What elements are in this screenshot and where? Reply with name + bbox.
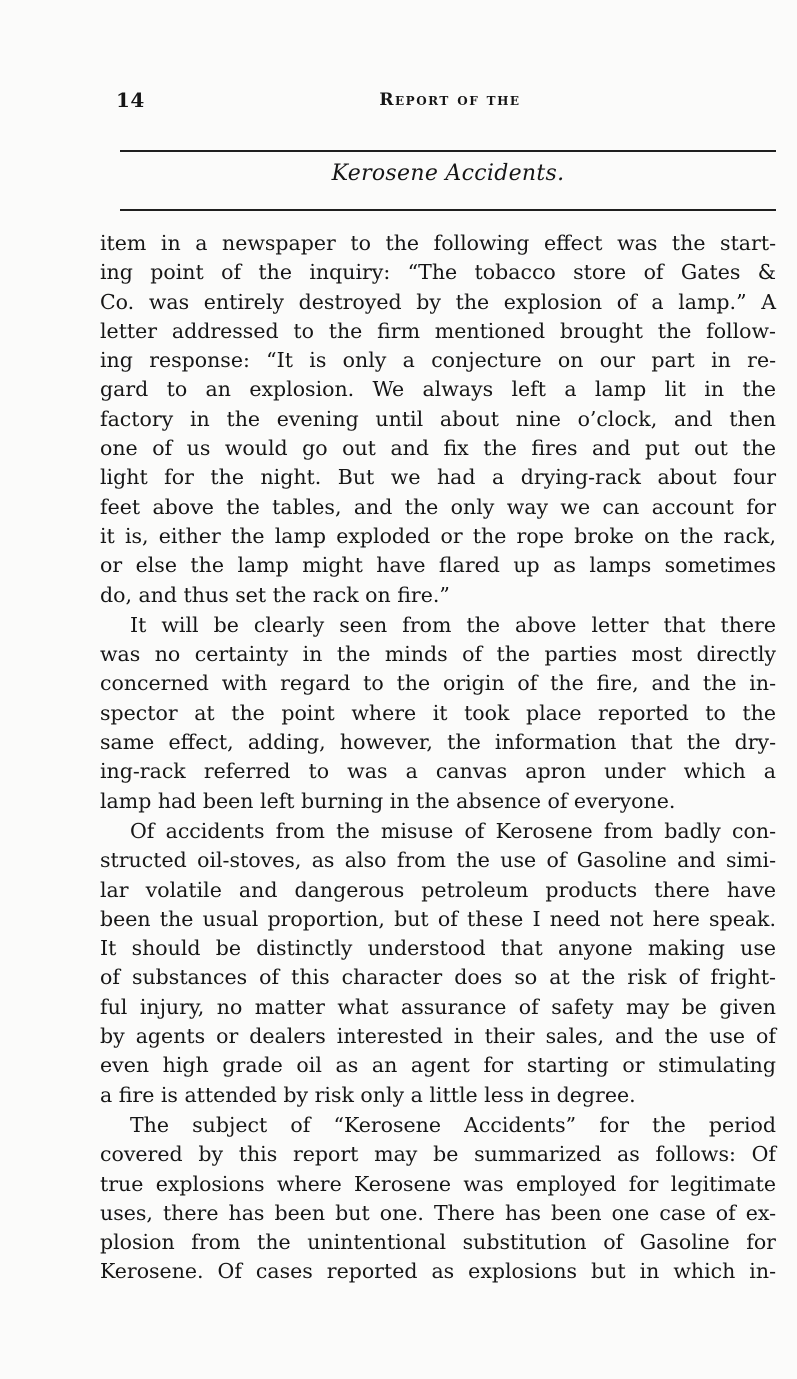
text-line: ing point of the inquiry: “The tobacco store of Gates & [100,260,776,285]
text-line: light for the night. But we had a drying-rack about four [100,465,776,490]
text-line: covered by this report may be summarized as follows: Of [100,1142,776,1167]
text-line: Of accidents from the misuse of Kerosene from badly con- [130,818,776,843]
text-line: letter addressed to the firm mentioned brought the follow- [100,318,776,343]
paragraph-1 [100,229,776,610]
text-line: even high grade oil as an agent for starting or stimulating [100,1053,776,1078]
paragraph-4 [100,1111,776,1287]
section-title: Kerosene Accidents. [331,161,565,186]
text-line: one of us would go out and fix the fires and put out the [100,436,776,461]
text-line: ful injury, no matter what assurance of safety may be given [100,994,776,1019]
text-line: item in a newspaper to the following effect was the start- [100,231,776,255]
text-line: gard to an explosion. We always left a lamp lit in the [100,377,776,402]
text-line: Co. was entirely destroyed by the explosion of a lamp.” A [100,289,776,314]
paragraph-3 [100,817,776,1110]
text-line: concerned with regard to the origin of the fire, and the in- [100,671,776,696]
paragraph-2 [100,611,776,816]
text-line: It should be distinctly understood that anyone making use [100,936,776,961]
running-head: Report of the [379,90,521,110]
text-line: of substances of this character does so at the risk of fright- [100,965,776,990]
header-rule-bottom [120,209,776,211]
text-line: plosion from the unintentional substitution of Gasoline for [100,1230,776,1255]
text-line: same effect, adding, however, the information that the dry- [100,730,776,755]
text-line: was no certainty in the minds of the parties most directly [100,642,776,667]
text-line: do, and thus set the rack on fire.” [100,582,450,607]
text-line: Kerosene. Of cases reported as explosions but in which in- [100,1259,776,1284]
header-rule-top [120,150,776,152]
text-line: The subject of “Kerosene Accidents” for the period [130,1112,776,1137]
page-number: 14 [116,88,145,112]
text-line: It will be clearly seen from the above letter that there [130,612,776,637]
text-line: it is, either the lamp exploded or the rope broke on the rack, [100,523,776,548]
text-line: structed oil-stoves, as also from the use of Gasoline and simi- [100,848,776,873]
text-line: ing-rack referred to was a canvas apron under which a [100,759,776,784]
text-line: true explosions where Kerosene was employed for legitimate [100,1171,776,1196]
text-line: lar volatile and dangerous petroleum products there have [100,877,776,902]
body-text [100,229,776,1288]
text-line: ing response: “It is only a conjecture on our part in re- [100,348,776,373]
text-line: a fire is attended by risk only a little less in degree. [100,1082,636,1107]
text-line: spector at the point where it took place reported to the [100,700,776,725]
text-line: factory in the evening until about nine o’clock, and then [100,406,776,431]
text-line: lamp had been left burning in the absence of everyone. [100,788,676,813]
text-line: or else the lamp might have flared up as lamps sometimes [100,553,776,578]
text-line: been the usual proportion, but of these I need not here speak. [100,906,776,931]
text-line: by agents or dealers interested in their sales, and the use of [100,1024,776,1049]
text-line: feet above the tables, and the only way we can account for [100,494,776,519]
text-line: uses, there has been but one. There has been one case of ex- [100,1200,776,1225]
